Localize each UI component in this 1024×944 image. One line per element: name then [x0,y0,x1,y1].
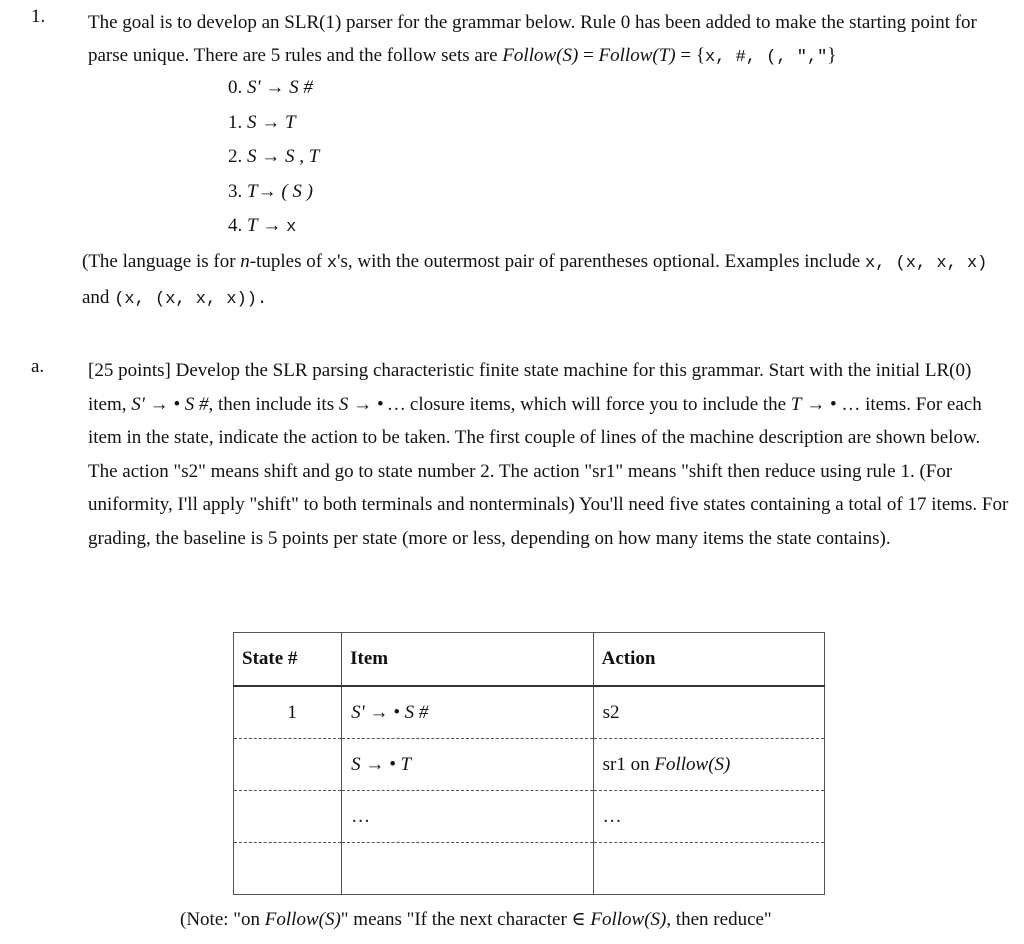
action-cell: sr1 on Follow(S) [593,739,824,791]
part-a-text: [25 points] Develop the SLR parsing characteristic finite state machine for this grammar. Start with the initial LR(0) item, S' → • S #, then include its S → • … closure items, which will force you to include the T → • … items. For each item in the state, indicate the action to be taken. The first couple of lines of the machine description are shown below. The action "s2" means shift and go to state number 2. The action "sr1" means "shift then reduce using rule 1. (For uniformity, I'll apply "shift" to both terminals and nonterminals) You'll need five states containing a total of 17 items. For grading, the baseline is 5 points per state (more or less, depending on how many items the state contains). [88,360,1009,549]
grammar-rule: 2. S → S , T [228,146,320,167]
state-cell [234,843,342,895]
table-row [234,686,825,739]
item-cell [342,843,593,895]
table-header-item: Item [342,633,593,687]
grammar-rule: 4. T → x [228,215,297,237]
table-row [234,843,825,895]
grammar-rule: 3. T→ ( S ) [228,180,313,202]
action-cell [593,843,824,895]
action-cell: … [593,791,824,843]
question-number: 1. [31,6,46,27]
item-cell: S → • T [342,739,593,791]
table-row [234,739,825,791]
table-header-action: Action [593,633,824,687]
action-cell: s2 [593,686,824,739]
state-cell: 1 [234,686,342,739]
item-cell: S' → • S # [342,686,593,739]
table-row [234,791,825,843]
state-cell [234,791,342,843]
item-cell: … [342,791,593,843]
question-intro: The goal is to develop an SLR(1) parser for the grammar below. Rule 0 has been added to make the starting point for parse unique. There are 5 rules and the follow sets are Follow(S) = Follow(T) = {x, #, (, ","} [88,12,977,67]
table-header-row [234,633,825,687]
part-a-label: a. [31,356,45,377]
language-description: (The language is for n-tuples of x's, with the outermost pair of parentheses optional. Examples include x, (x, x, x) and (x, (x, x, x)). [82,251,988,309]
grammar-rule: 1. S → T [228,111,296,133]
follow-note: (Note: "on Follow(S)" means "If the next character ∈ Follow(S), then reduce" [180,909,772,930]
grammar-rule: 0. S' → S # [228,77,313,98]
state-cell [234,739,342,791]
follow-set: x, #, (, "," [704,48,828,67]
state-machine-table [233,632,825,895]
table-header-state: State # [234,633,342,687]
grammar-rules [228,75,319,248]
